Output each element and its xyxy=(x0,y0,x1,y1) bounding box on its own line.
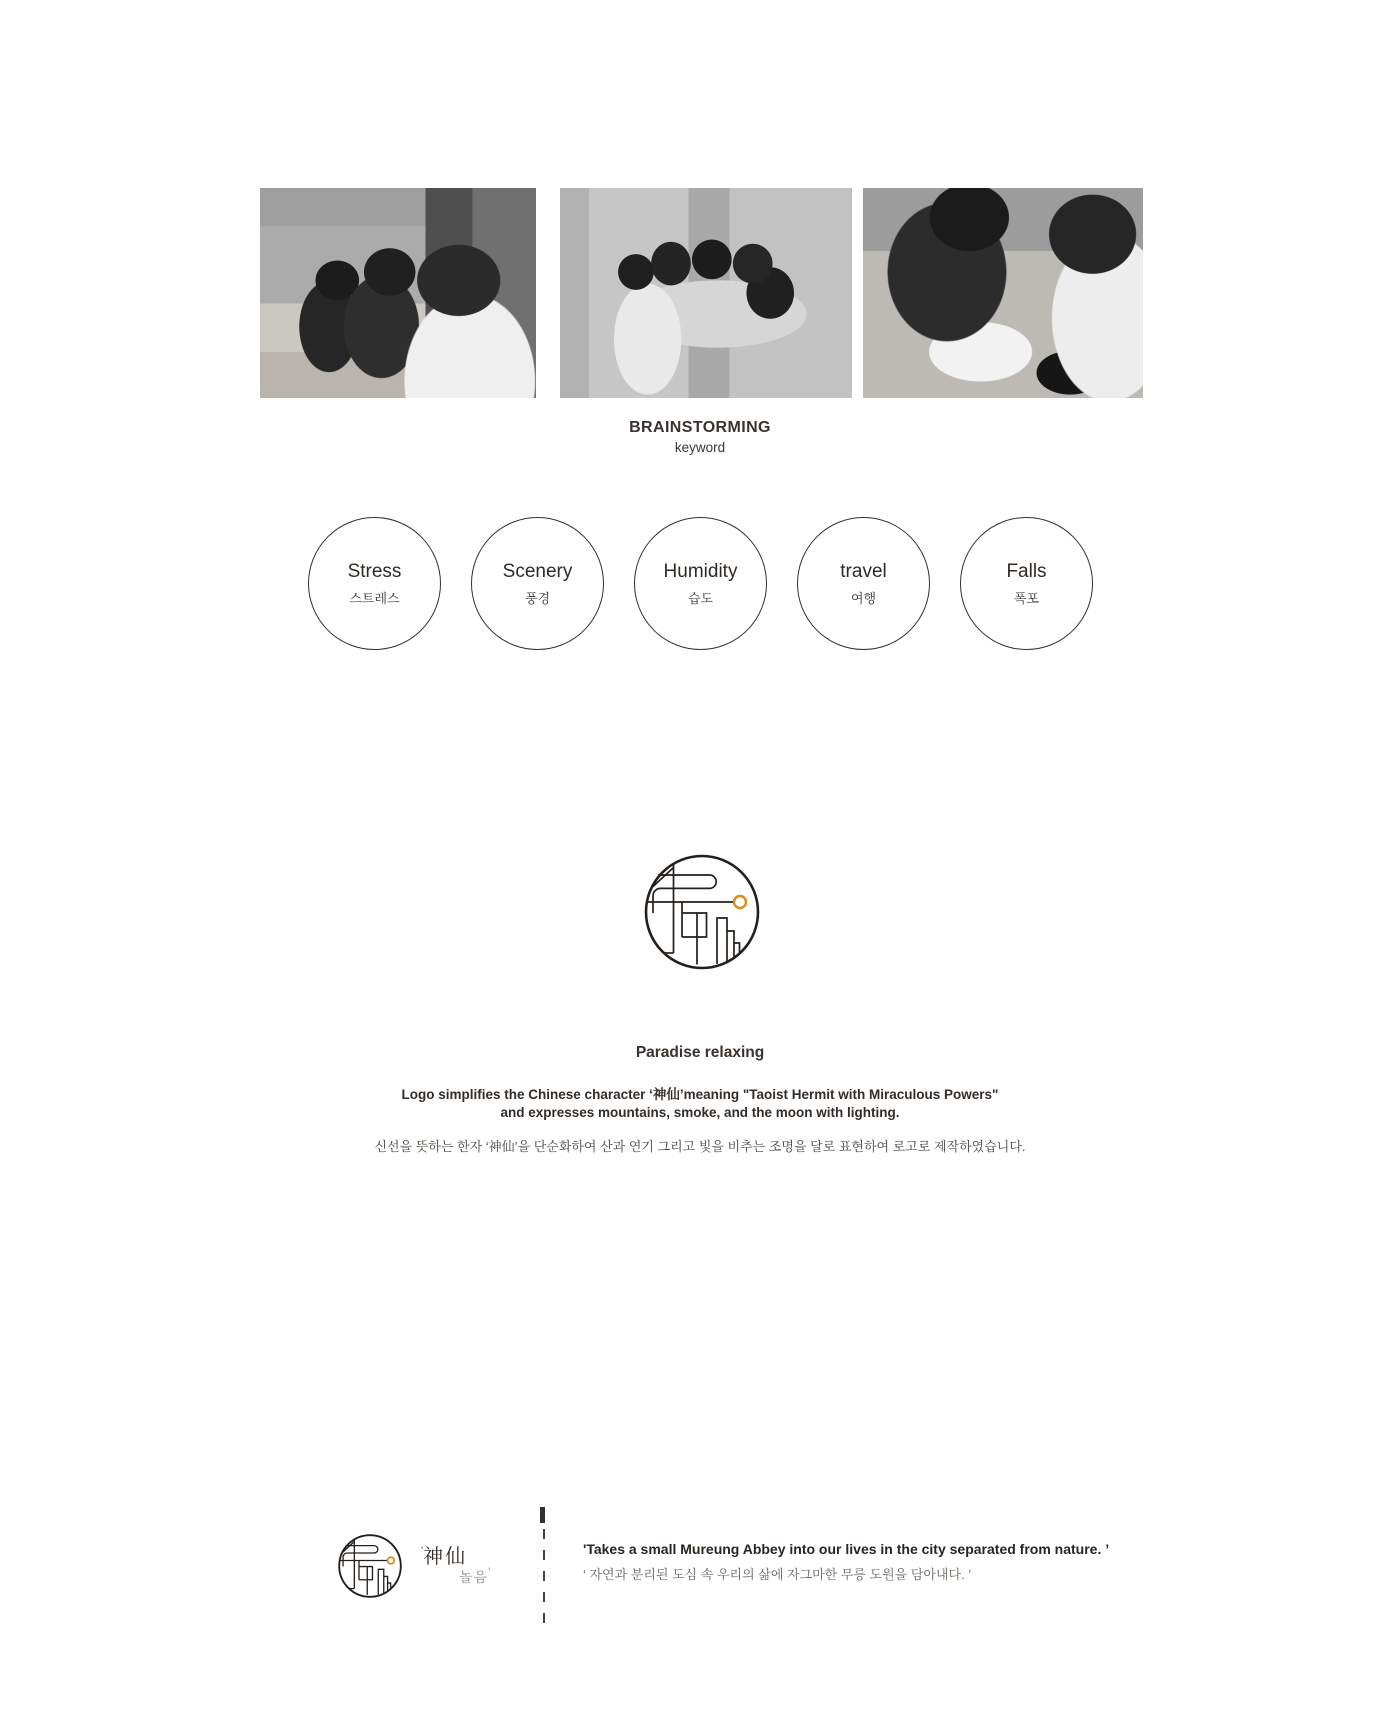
keyword-circle-falls xyxy=(960,517,1093,650)
keyword-en: Humidity xyxy=(663,561,738,582)
tagline-ko: ‘ 자연과 분리된 도심 속 우리의 삶에 자그마한 무릉 도원을 담아내다. ’ xyxy=(583,1567,972,1582)
logo-description-ko: 신선을 뜻하는 한자 ‘神仙’을 단순화하여 산과 연기 그리고 빛을 비추는 조명을 달로 표현하여 로고로 제작하였습니다. xyxy=(374,1139,1026,1154)
keyword-en: Falls xyxy=(1006,561,1047,582)
logo-description-en xyxy=(0,1086,1400,1122)
brainstorming-photo-1 xyxy=(260,188,536,398)
keyword-ko: 스트레스 xyxy=(349,591,400,606)
keyword-ko: 폭포 xyxy=(1013,591,1040,606)
logo-caption: Paradise relaxing xyxy=(635,1044,765,1061)
keyword-circle-stress xyxy=(308,517,441,650)
keyword-circle-humidity xyxy=(634,517,767,650)
tagline-en: 'Takes a small Mureung Abbey into our lives in the city separated from nature. ’ xyxy=(583,1541,1110,1557)
paradise-logo-icon xyxy=(642,852,762,972)
divider-cap xyxy=(540,1507,545,1523)
brand-hangul: 놀음' xyxy=(459,1566,491,1585)
keyword-en: travel xyxy=(840,561,887,582)
dashed-divider xyxy=(543,1529,545,1629)
keyword-en: Scenery xyxy=(502,561,573,582)
brand-hanja: '神仙 xyxy=(421,1545,468,1568)
paradise-logo-small-icon xyxy=(337,1533,403,1599)
section-heading xyxy=(0,419,1400,455)
section-title: BRAINSTORMING xyxy=(629,419,771,436)
footer-logo xyxy=(337,1533,403,1604)
brainstorming-photo-2 xyxy=(560,188,852,398)
brainstorming-photo-3 xyxy=(863,188,1143,398)
logo-description-en-line2: and expresses mountains, smoke, and the moon with lighting. xyxy=(500,1105,900,1120)
section-subtitle: keyword xyxy=(674,440,726,455)
logo-description-en-line1: Logo simplifies the Chinese character ‘神仙’meaning "Taoist Hermit with Miraculous Powers" xyxy=(401,1087,999,1102)
paradise-logo xyxy=(642,852,762,977)
keyword-ko: 풍경 xyxy=(524,591,551,606)
open-tick: ' xyxy=(421,1545,424,1557)
keyword-en: Stress xyxy=(347,561,402,582)
moon-icon xyxy=(388,1557,395,1564)
keyword-circle-scenery xyxy=(471,517,604,650)
moon-icon xyxy=(734,896,746,908)
close-tick: ' xyxy=(488,1566,491,1578)
keyword-ko: 여행 xyxy=(850,591,877,606)
keyword-ko: 습도 xyxy=(687,591,714,606)
keyword-circle-travel xyxy=(797,517,930,650)
